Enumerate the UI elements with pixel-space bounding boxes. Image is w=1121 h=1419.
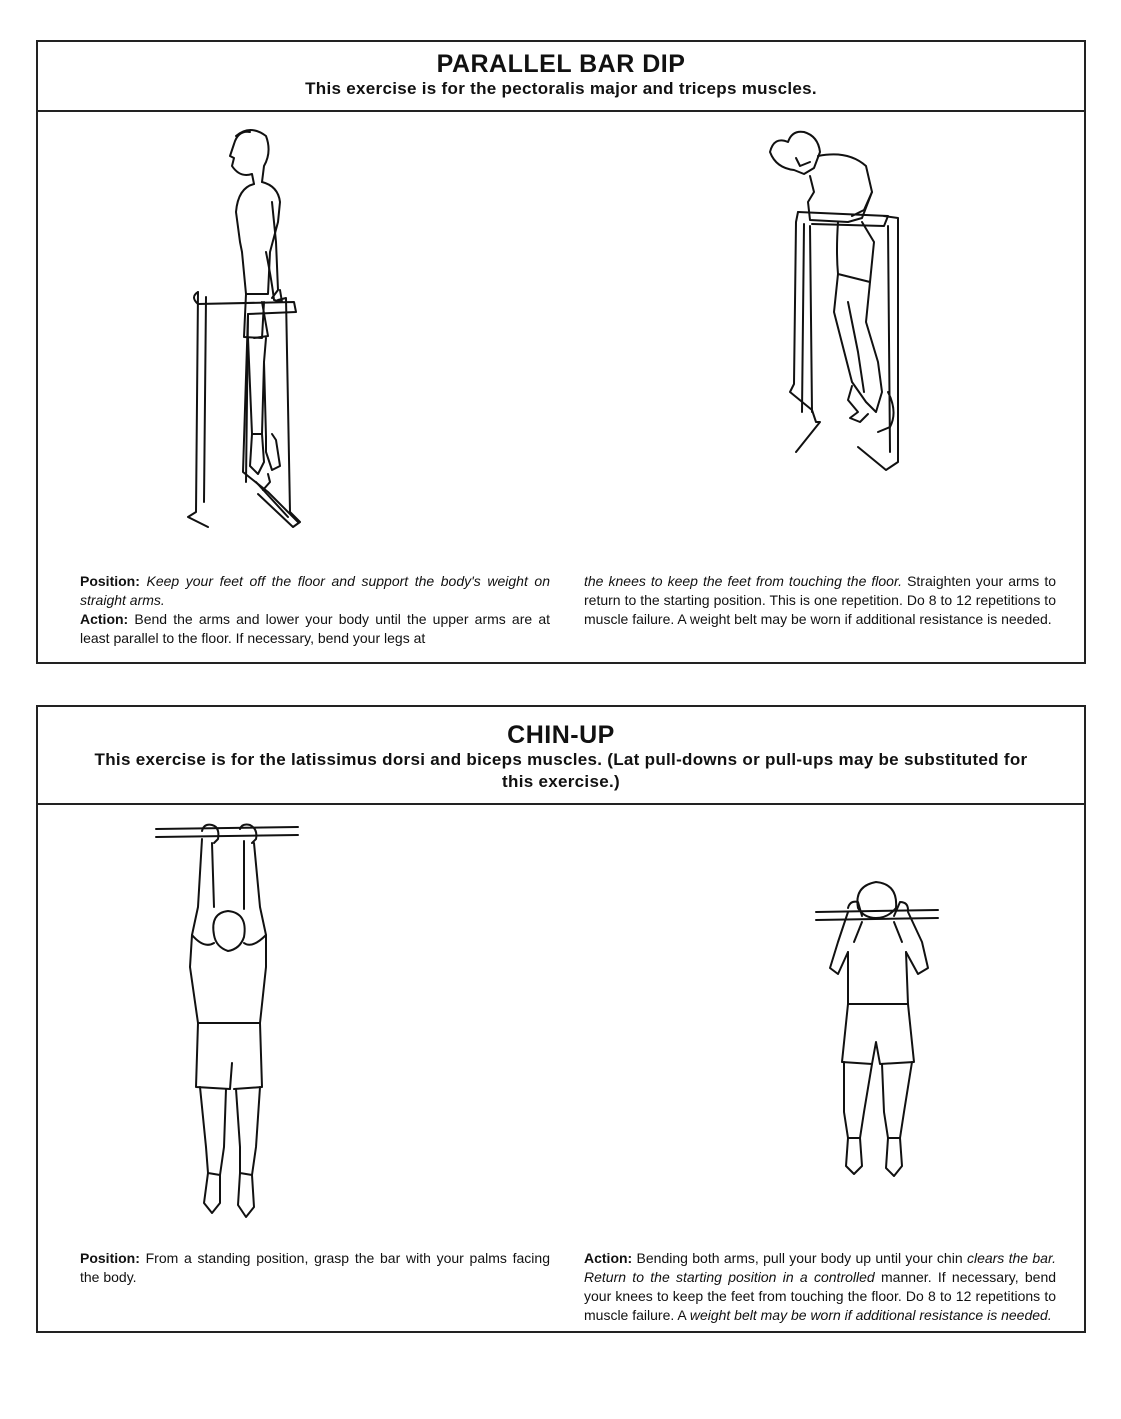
position-label: Position: [80, 573, 140, 589]
dip-instructions-left [80, 572, 550, 648]
position-label: Position: [80, 1250, 140, 1266]
action-text-right: Straighten your arms to return to the starting position. This is one repetition. Do 8 to 12 repetitions to muscle failure. A weight belt may be worn if additional resistance is needed. [584, 573, 1057, 627]
dip-start-illustration [168, 122, 348, 542]
action-text-right-italic: the knees to keep the feet from touching the floor. [584, 573, 903, 589]
panel-header [38, 42, 1084, 112]
action-label: Action: [584, 1250, 633, 1266]
dip-instructions-right [584, 572, 1056, 629]
action-text-end-italic: weight belt may be worn if additional resistance is needed. [689, 1307, 1052, 1323]
position-text: Keep your feet off the floor and support the body's weight on straight arms. [80, 573, 551, 608]
exercise-subtitle: This exercise is for the latissimus dorsi and biceps muscles. (Lat pull-downs or pull-ups may be substituted for this exercise.) [94, 750, 1028, 791]
action-text-rest: manner. If necessary, bend your knees to keep the feet from touching the floor. Do 8 to 12 repetitions to muscle failure. A [584, 1269, 1057, 1323]
exercise-subtitle: This exercise is for the pectoralis major and triceps muscles. [305, 79, 817, 98]
action-label: Action: [80, 611, 129, 627]
chin-up-instructions-right [584, 1249, 1056, 1325]
exercise-title: CHIN-UP [507, 721, 615, 749]
exercise-title: PARALLEL BAR DIP [436, 50, 686, 78]
chin-up-hang-illustration [148, 817, 308, 1237]
chin-up-top-illustration [808, 872, 948, 1212]
action-text: Bending both arms, pull your body up until your chin [636, 1250, 963, 1266]
chin-up-instructions-left [80, 1249, 550, 1287]
parallel-bar-dip-panel [36, 40, 1086, 664]
dip-lowered-illustration [748, 122, 928, 482]
panel-header [38, 707, 1084, 805]
position-text: From a standing position, grasp the bar with your palms facing the body. [80, 1250, 550, 1285]
chin-up-panel [36, 705, 1086, 1333]
action-text-left: Bend the arms and lower your body until the upper arms are at least parallel to the floor. If necessary, bend your legs at [80, 611, 551, 646]
action-text-italic: clears the bar. Return to the starting position in a controlled [584, 1250, 1057, 1285]
